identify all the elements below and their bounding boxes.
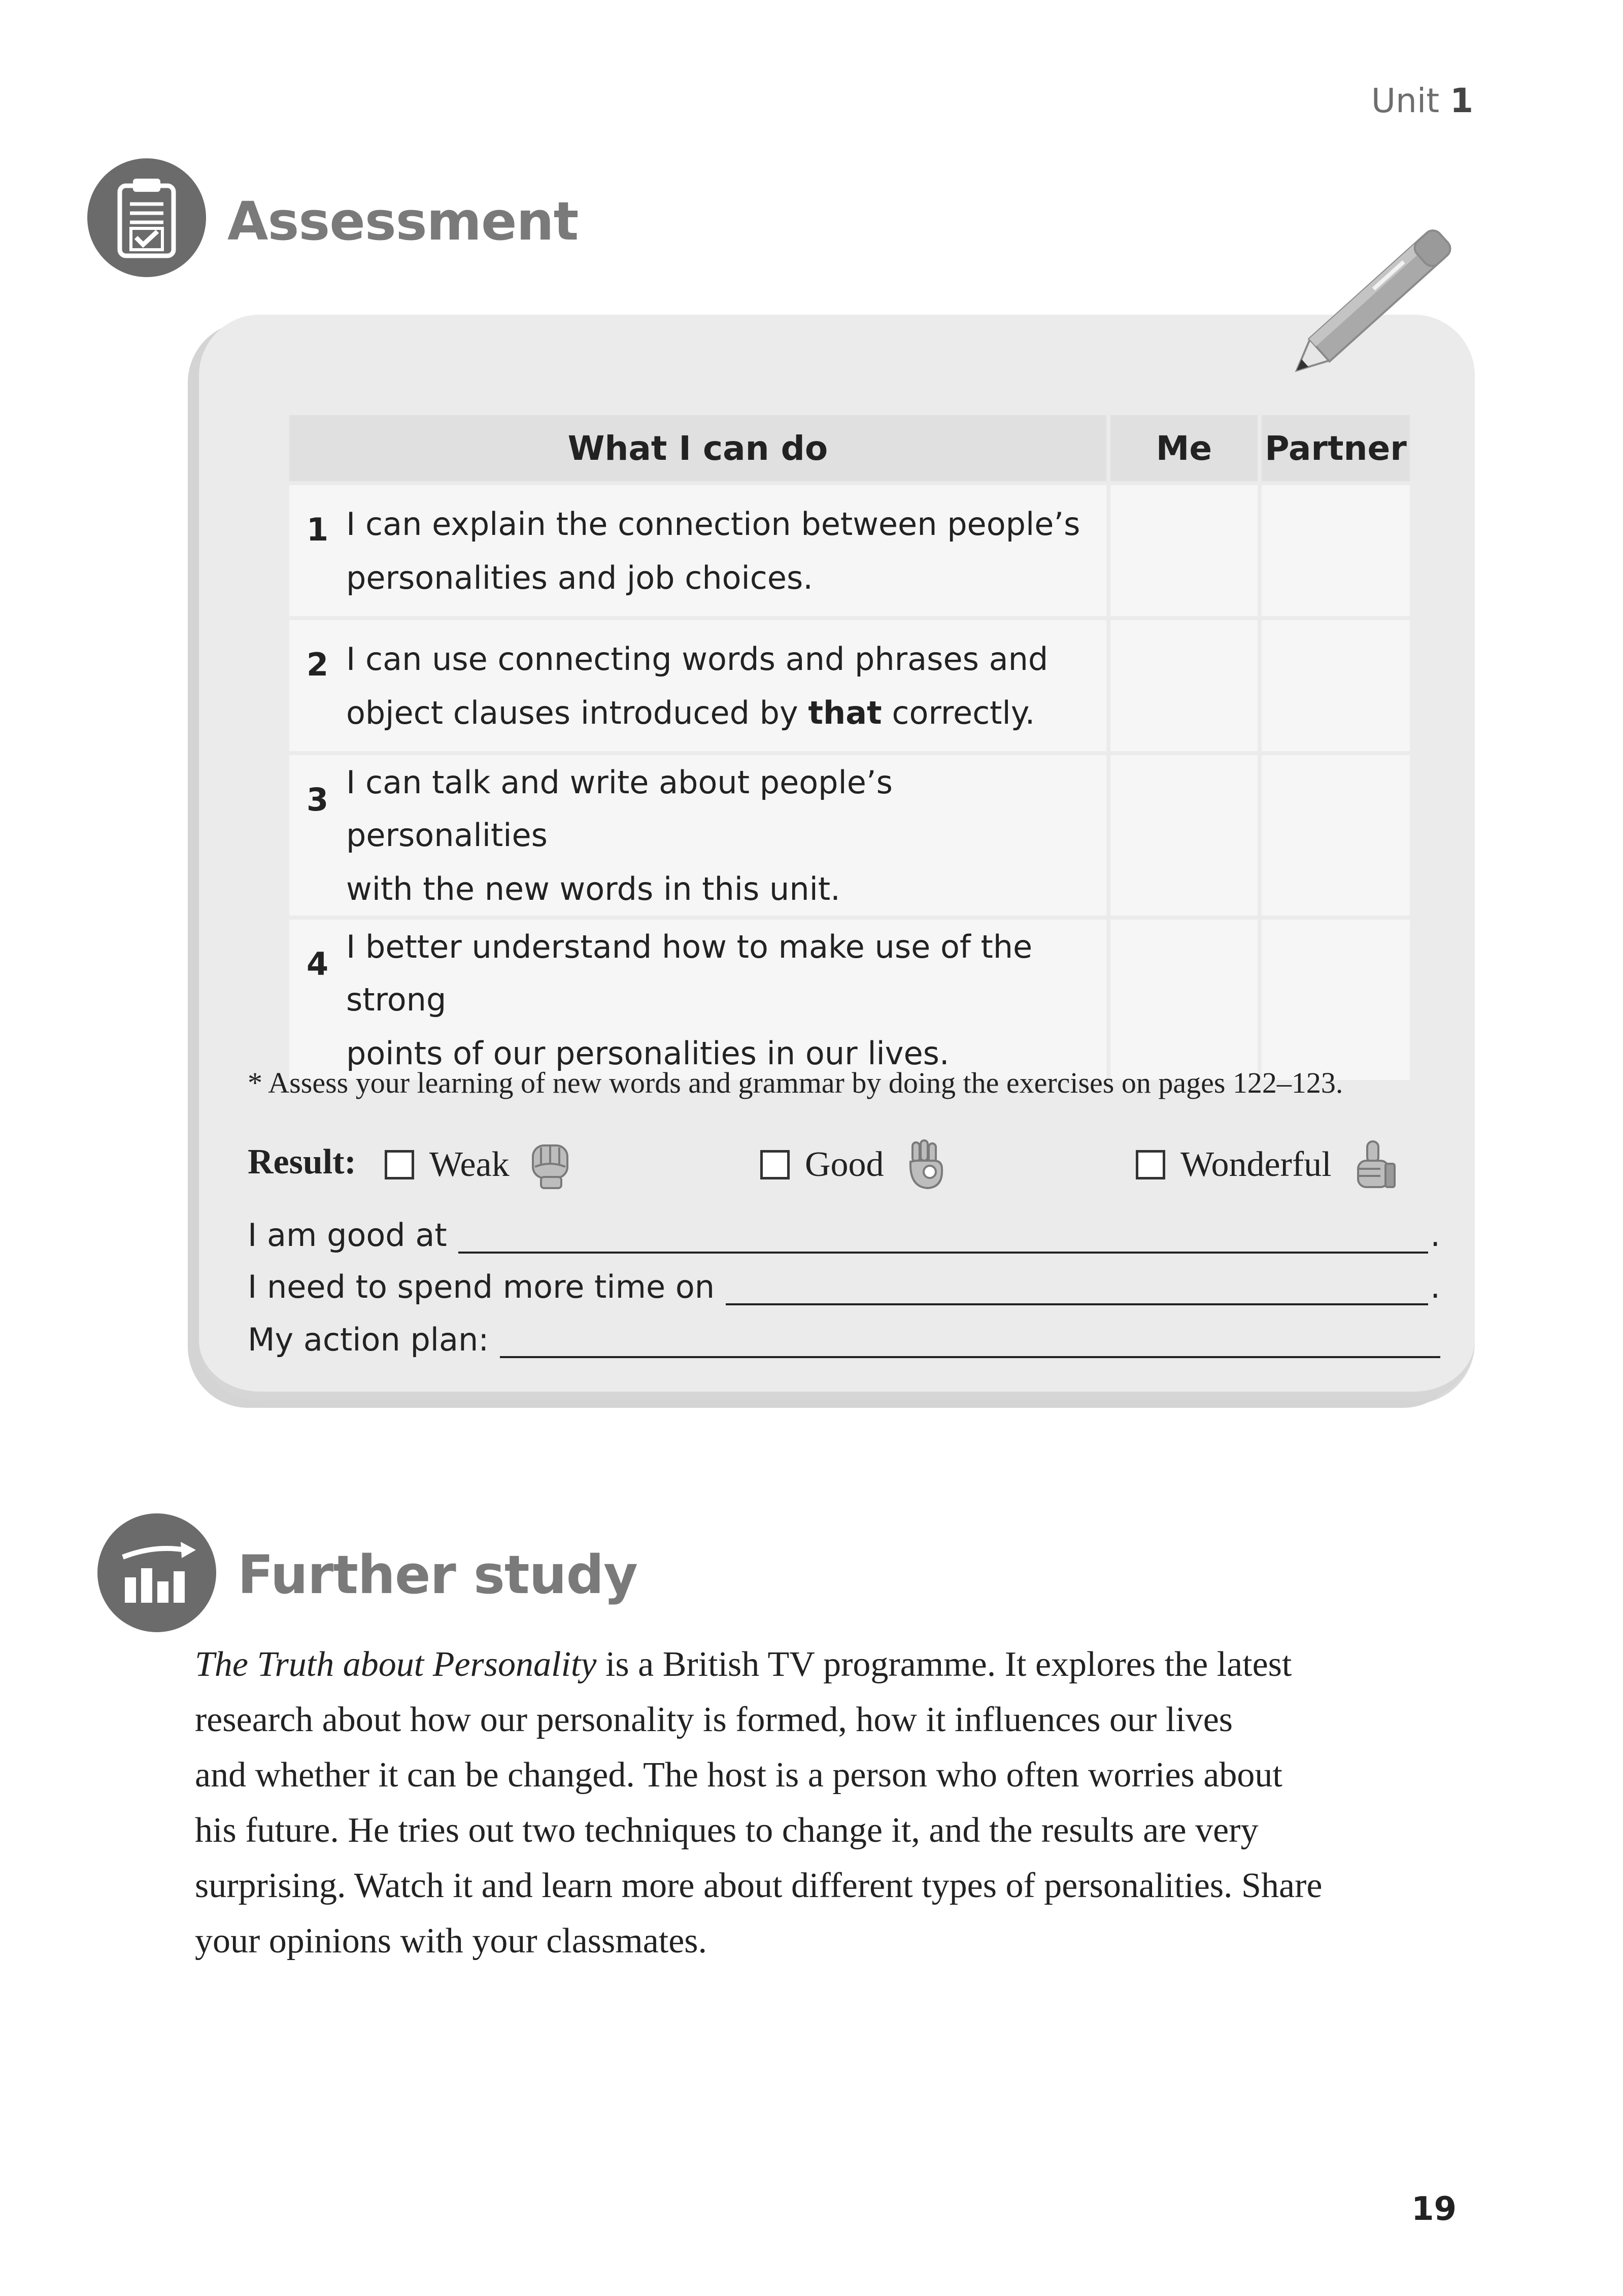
action-plan-line	[248, 1312, 1440, 1358]
clipboard-check-icon	[87, 158, 206, 277]
unit-number: 1	[1450, 81, 1473, 120]
unit-word: Unit	[1371, 81, 1440, 120]
more-time-stop: .	[1430, 1268, 1440, 1305]
more-time-line	[248, 1260, 1440, 1305]
wonderful-checkbox[interactable]	[1136, 1150, 1165, 1179]
can-do-cell	[289, 485, 1106, 616]
good-checkbox[interactable]	[760, 1150, 790, 1179]
body-line: and whether it can be changed. The host is a person who often worries about	[195, 1755, 1282, 1795]
row-line: points of our personalities in our lives.	[346, 1035, 950, 1072]
pencil-icon	[1281, 218, 1464, 386]
row-line-pre: object clauses introduced by	[346, 694, 808, 731]
table-header-row	[289, 415, 1410, 481]
can-do-cell	[289, 620, 1106, 751]
good-at-label: I am good at	[248, 1217, 447, 1254]
more-time-blank[interactable]	[726, 1272, 1428, 1305]
can-do-table	[285, 411, 1414, 1084]
row-line: I can explain the connection between people’s	[346, 505, 1080, 543]
action-plan-blank[interactable]	[500, 1325, 1440, 1358]
row-line: personalities and job choices.	[346, 559, 814, 596]
weak-label: Weak	[429, 1145, 510, 1184]
can-do-cell	[289, 920, 1106, 1080]
thumbs-up-icon	[1348, 1138, 1397, 1191]
result-label: Result:	[248, 1142, 356, 1181]
row-line: I can use connecting words and phrases and	[346, 640, 1049, 678]
partner-cell[interactable]	[1262, 620, 1410, 751]
body-line-text: is a British TV programme. It explores the latest	[596, 1645, 1292, 1684]
row-number: 3	[307, 781, 329, 818]
good-label: Good	[805, 1145, 884, 1184]
page-number: 19	[1411, 2190, 1457, 2228]
me-cell[interactable]	[1110, 620, 1258, 751]
good-at-line	[248, 1208, 1440, 1254]
partner-cell[interactable]	[1262, 485, 1410, 616]
chart-growth-icon	[97, 1513, 216, 1632]
row-line: I better understand how to make use of the strong	[346, 928, 1033, 1018]
table-row	[289, 920, 1410, 1080]
fist-icon	[526, 1138, 574, 1191]
partner-cell[interactable]	[1262, 755, 1410, 916]
partner-cell[interactable]	[1262, 920, 1410, 1080]
further-study-title: Further study	[238, 1544, 637, 1606]
header-what-i-can-do: What I can do	[289, 415, 1106, 481]
further-study-body	[195, 1637, 1464, 1969]
table-row	[289, 485, 1410, 616]
me-cell[interactable]	[1110, 755, 1258, 916]
me-cell[interactable]	[1110, 920, 1258, 1080]
row-number: 4	[307, 946, 329, 983]
me-cell[interactable]	[1110, 485, 1258, 616]
row-line	[346, 686, 1096, 739]
header-me: Me	[1110, 415, 1258, 481]
row-line: with the new words in this unit.	[346, 870, 840, 907]
ok-hand-icon	[900, 1138, 949, 1191]
unit-label	[1371, 81, 1473, 120]
row-number: 2	[307, 646, 329, 683]
keyword-that: that	[808, 694, 882, 731]
row-number: 1	[307, 511, 329, 548]
body-line: research about how our personality is formed, how it influences our lives	[195, 1700, 1233, 1739]
table-row	[289, 755, 1410, 916]
row-line-post: correctly.	[882, 694, 1035, 731]
body-line: your opinions with your classmates.	[195, 1921, 707, 1961]
weak-checkbox[interactable]	[385, 1150, 414, 1179]
good-at-blank[interactable]	[458, 1220, 1429, 1254]
result-row	[248, 1137, 1456, 1198]
more-time-label: I need to spend more time on	[248, 1268, 715, 1305]
result-option-good[interactable]	[760, 1137, 949, 1193]
result-option-wonderful[interactable]	[1136, 1137, 1397, 1193]
table-row	[289, 620, 1410, 751]
wonderful-label: Wonderful	[1180, 1145, 1332, 1184]
can-do-cell	[289, 755, 1106, 916]
good-at-stop: .	[1430, 1217, 1440, 1254]
assessment-title: Assessment	[227, 190, 579, 252]
body-line: surprising. Watch it and learn more about different types of personalities. Share	[195, 1866, 1323, 1905]
assessment-note: * Assess your learning of new words and grammar by doing the exercises on pages 122–123.	[248, 1066, 1343, 1099]
body-line	[195, 1637, 1464, 1692]
result-option-weak[interactable]	[385, 1137, 574, 1193]
programme-title: The Truth about Personality	[195, 1645, 597, 1684]
action-plan-label: My action plan:	[248, 1321, 489, 1358]
header-partner: Partner	[1262, 415, 1410, 481]
row-line: I can talk and write about people’s personalities	[346, 764, 893, 854]
body-line: his future. He tries out two techniques to change it, and the results are very	[195, 1811, 1259, 1850]
